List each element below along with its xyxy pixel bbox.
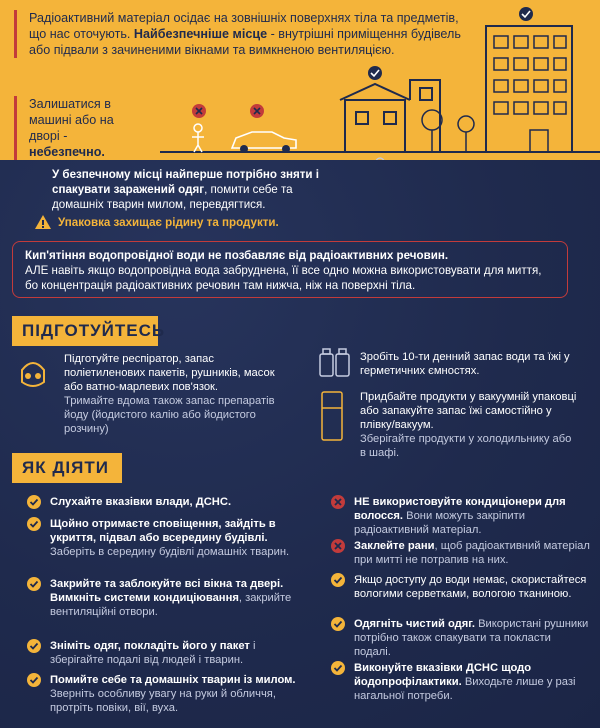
act-right-2-rest: , щоб радіоактивний матеріал при митті не потрапив на них. <box>354 540 590 566</box>
check-icon <box>26 576 42 592</box>
prepare-banner: ПІДГОТУЙТЕСЬ <box>12 316 158 346</box>
check-icon <box>330 616 346 632</box>
intro-text-bold: Найбезпечніше місце <box>133 27 268 41</box>
act-right-3-text: Якщо доступу до води немає, скористайтеся вологими серветками, вологою тканиною. <box>354 574 587 600</box>
act-left-item-1 <box>50 495 310 509</box>
prepare-iodine-text: Тримайте вдома також запас препаратів йоду (йодистого калію або йодистого розчину) <box>64 395 275 435</box>
act-right-1-bold: НЕ використовуйте кондиціонери для волосся. <box>354 496 566 522</box>
act-left-item-4 <box>50 639 310 667</box>
act-right-item-5 <box>354 661 590 703</box>
water-supply-text <box>360 350 580 378</box>
check-icon <box>26 638 42 654</box>
act-right-item-2 <box>354 539 590 567</box>
check-icon <box>26 516 42 532</box>
safe-place-bold: У безпечному місці найперше потрібно зняти і спакувати заражений одяг <box>52 168 320 196</box>
prepare-left-text <box>64 352 286 436</box>
food-supply-text <box>360 390 580 460</box>
safe-place-text <box>52 167 342 212</box>
packaging-note: Упаковка захищає рідину та продукти. <box>58 216 279 229</box>
safe-place-rest: , помити себе та домашніх тварин милом, перевдягтися. <box>52 183 293 211</box>
warning-icon <box>34 214 52 230</box>
act-right-2-bold: Заклейте рани <box>354 540 435 552</box>
act-right-5-bold: Виконуйте вказівки ДСНС щодо йодопрофілактики. <box>354 662 532 688</box>
boiling-water-box <box>12 241 568 298</box>
water-supply-line: Зробіть 10-ти денний запас води та їжі у герметичних ємностях. <box>360 351 570 377</box>
how-to-act-banner: ЯК ДІЯТИ <box>12 453 122 483</box>
act-left-item-3 <box>50 577 310 619</box>
respirator-icon <box>18 356 48 390</box>
act-left-3-rest: , закрийте вентиляційні отвори. <box>50 592 292 618</box>
act-left-3-bold: Закрийте та заблокуйте всі вікна та двері. Вимкніть системи кондиціювання <box>50 578 284 604</box>
act-left-1-bold: Слухайте вказівки влади, ДСНС. <box>50 496 232 508</box>
act-left-2-rest: Заберіть в середину будівлі домашніх тварин. <box>50 546 290 558</box>
act-left-item-5 <box>50 673 310 715</box>
car-note-bold: небезпечно. <box>29 145 105 159</box>
check-icon <box>330 572 346 588</box>
check-icon <box>330 660 346 676</box>
act-left-4-bold: Зніміть одяг, покладіть його у пакет <box>50 640 250 652</box>
boiling-water-bold: Кип'ятіння водопровідної води не позбавляє від радіоактивних речовин. <box>25 249 449 262</box>
intro-text-a: Радіоактивний матеріал осідає на зовнішніх поверхнях тіла та предметів, що нас оточують. <box>29 11 459 41</box>
act-right-item-1 <box>354 495 590 537</box>
act-left-5-bold: Помийте себе та домашніх тварин із милом. <box>50 674 296 686</box>
act-right-4-bold: Одягніть чистий одяг. <box>354 618 475 630</box>
cross-icon <box>330 538 346 554</box>
act-left-4-rest: і зберігайте подалі від людей і тварин. <box>50 640 256 666</box>
food-storage-text: Зберігайте продукти у холодильнику або в шафі. <box>360 433 572 459</box>
act-left-5-rest: Зверніть особливу увагу на руки й обличчя, протріть повіки, вії, вуха. <box>50 688 276 714</box>
act-left-item-2 <box>50 517 310 559</box>
car-note-a: Залишатися в машині або на дворі - <box>29 97 114 143</box>
prepare-respirator-text: Підготуйте респіратор, запас поліетиленових пакетів, рушників, масок або ватно-марлевих пов'язок. <box>64 353 275 393</box>
intro-text <box>14 10 474 58</box>
intro-text-c: - внутрішні приміщення будівель або підвали з зачиненими вікнами та вимкненою вентиляцією. <box>29 27 461 57</box>
act-right-1-rest: Вони можуть закріпити радіоактивний матеріал. <box>354 510 526 536</box>
food-vacuum-text: Придбайте продукти у вакуумній упаковці або запакуйте запас їжі самостійно у плівку/вакуум. <box>360 391 577 431</box>
act-right-4-rest: Використані рушники потрібно також спакувати та покласти подалі. <box>354 618 589 658</box>
cross-icon <box>330 494 346 510</box>
act-left-2-bold: Щойно отримаєте сповіщення, зайдіть в укриття, підвал або всередину будівлі. <box>50 518 276 544</box>
check-icon <box>26 672 42 688</box>
fridge-icon <box>320 390 344 442</box>
car-danger-note <box>14 96 144 160</box>
act-right-5-rest: Виходьте лише у разі нагальної потреби. <box>354 676 576 702</box>
water-bottles-icon <box>318 346 352 378</box>
act-right-item-3 <box>354 573 590 601</box>
act-right-item-4 <box>354 617 590 659</box>
check-icon <box>26 494 42 510</box>
boiling-water-text: АЛЕ навіть якщо водопровідна вода забруднена, її все одно можна використовувати для миття, бо концентрація радіоактивних речовин там нижча, ніж на поверхні тіла. <box>25 264 542 292</box>
